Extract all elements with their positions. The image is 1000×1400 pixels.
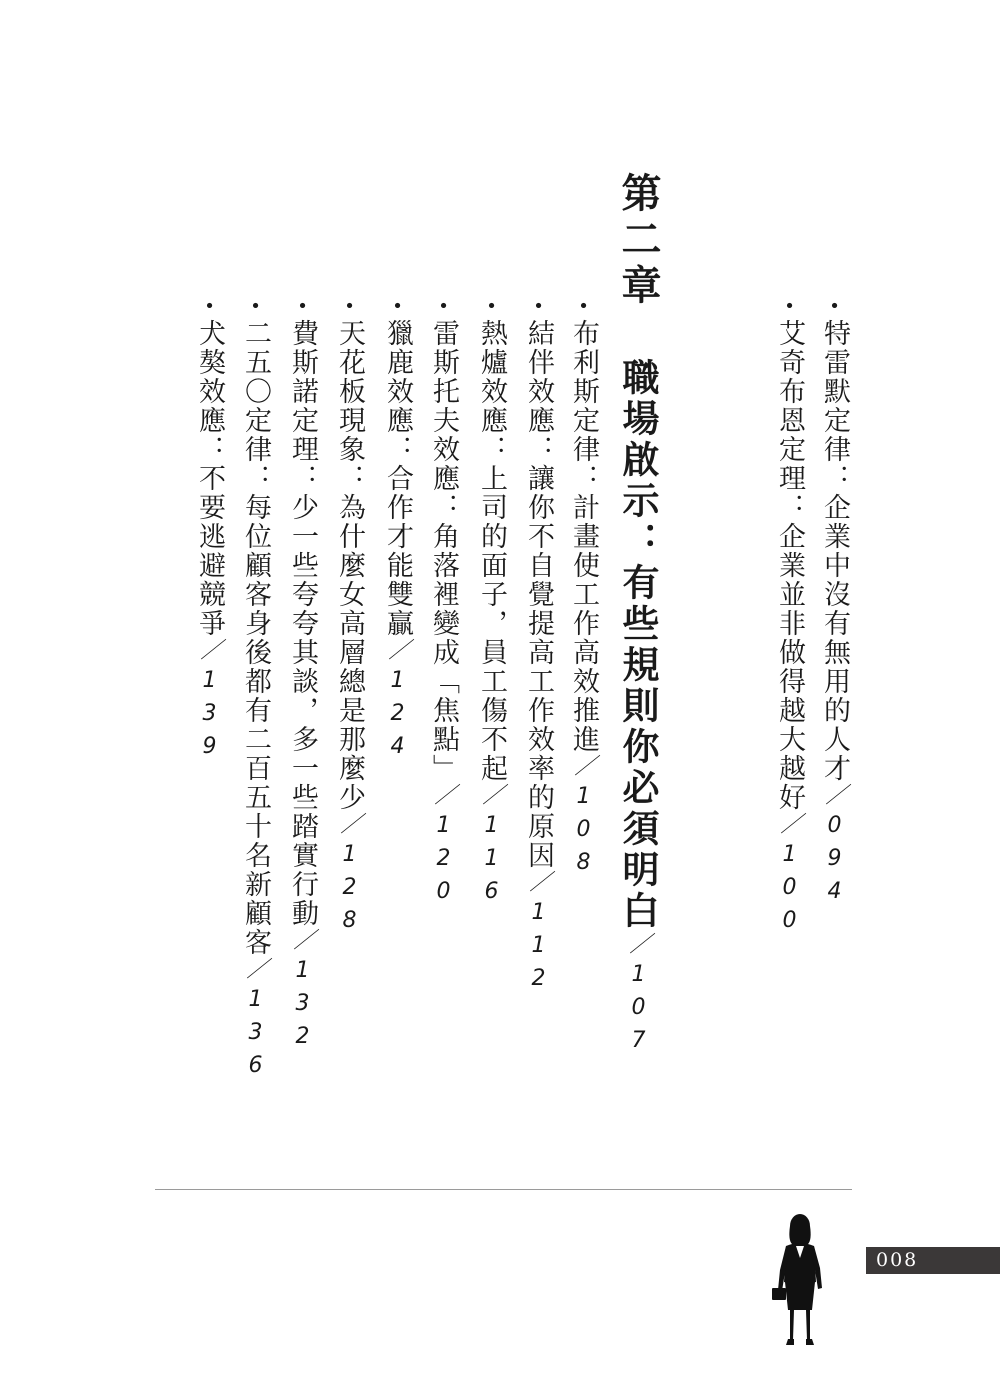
entry-page: ／100	[777, 812, 802, 941]
toc-entry[interactable]	[426, 296, 460, 912]
toc-entry[interactable]	[192, 296, 226, 767]
entry-title: 雷斯托夫效應：角落裡變成「焦點」	[428, 319, 459, 783]
entry-page: ／132	[290, 928, 315, 1057]
entry-title: 二五〇定律：每位顧客身後都有二百五十名新顧客	[240, 319, 271, 957]
bullet: •	[339, 296, 360, 319]
entry-page: ／124	[385, 638, 410, 767]
entry-page: ／136	[243, 957, 268, 1086]
entry-title: 結伴效應：讓你不自覺提高工作效率的原因	[523, 319, 554, 870]
businesswoman-silhouette-icon	[770, 1212, 830, 1352]
entry-title: 特雷默定律：企業中沒有無用的人才	[819, 319, 850, 783]
entry-page: ／094	[822, 783, 847, 912]
entry-title: 天花板現象：為什麼女高層總是那麼少	[334, 319, 365, 812]
bullet: •	[824, 296, 845, 319]
bullet: •	[573, 296, 594, 319]
entry-title: 獵鹿效應：合作才能雙贏	[382, 319, 413, 638]
toc-entry[interactable]	[474, 296, 508, 912]
toc-entry[interactable]	[772, 296, 806, 941]
entry-page: ／139	[197, 638, 222, 767]
entry-title: 艾奇布恩定理：企業並非做得越大越好	[774, 319, 805, 812]
chapter-heading[interactable]	[612, 172, 664, 1061]
page-number-tab	[866, 1247, 1000, 1274]
chapter-title: 職場啟示：有些規則你必須明白	[616, 358, 660, 932]
entry-page: ／120	[431, 783, 456, 912]
toc-entry[interactable]	[380, 296, 414, 767]
entry-page: ／112	[526, 870, 551, 999]
toc-entry[interactable]	[817, 296, 851, 912]
entry-page: ／108	[571, 754, 596, 883]
chapter-label: 第二章	[615, 172, 662, 310]
toc-entry[interactable]	[566, 296, 600, 883]
entry-page: ／128	[337, 812, 362, 941]
bullet: •	[433, 296, 454, 319]
bullet: •	[199, 296, 220, 319]
bullet: •	[292, 296, 313, 319]
toc-entry[interactable]	[521, 296, 555, 999]
bullet: •	[779, 296, 800, 319]
toc-entry[interactable]	[332, 296, 366, 941]
toc-entry[interactable]	[238, 296, 272, 1086]
entry-title: 費斯諾定理：少一些夸夸其談，多一些踏實行動	[287, 319, 318, 928]
toc-entry[interactable]	[285, 296, 319, 1057]
footer-divider	[155, 1189, 852, 1190]
page-number: 008	[876, 1249, 919, 1271]
bullet: •	[481, 296, 502, 319]
entry-page: ／116	[479, 783, 504, 912]
bullet: •	[245, 296, 266, 319]
entry-title: 犬獒效應：不要逃避競爭	[194, 319, 225, 638]
bullet: •	[387, 296, 408, 319]
bullet: •	[528, 296, 549, 319]
chapter-page: ／107	[626, 932, 651, 1061]
entry-title: 熱爐效應：上司的面子，員工傷不起	[476, 319, 507, 783]
entry-title: 布利斯定律：計畫使工作高效推進	[568, 319, 599, 754]
